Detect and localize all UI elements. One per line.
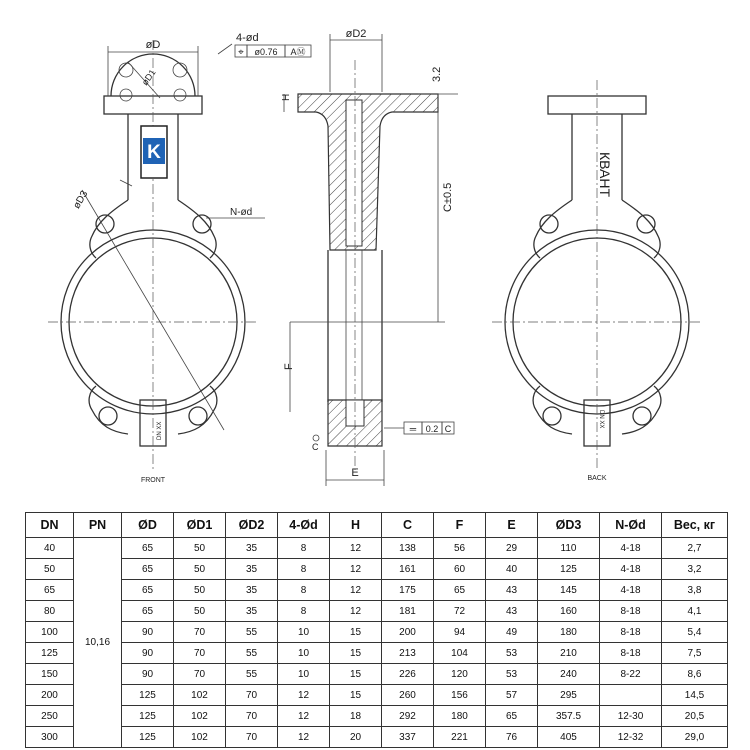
back-stem-marking: DN XX	[598, 410, 604, 429]
table-cell: 55	[226, 664, 278, 685]
table-cell: 40	[26, 538, 74, 559]
table-cell: 125	[122, 706, 174, 727]
table-cell: 145	[538, 580, 600, 601]
table-cell: 70	[226, 685, 278, 706]
label-dim-f: F	[283, 363, 295, 370]
table-cell: 94	[434, 622, 486, 643]
section-upper-body	[298, 94, 438, 250]
front-flange-hole	[174, 89, 186, 101]
table-cell: 65	[434, 580, 486, 601]
table-cell: 125	[122, 727, 174, 748]
table-cell: 65	[486, 706, 538, 727]
table-cell: 8-18	[600, 622, 662, 643]
flatness-reference: C	[444, 424, 452, 434]
table-cell: 12	[278, 706, 330, 727]
tolerance-symbol: ⌖	[238, 47, 244, 58]
table-cell: 70	[174, 664, 226, 685]
front-view	[48, 32, 311, 484]
front-view-label: FRONT	[140, 477, 166, 484]
label-dim-c: C±0.5	[442, 182, 454, 212]
table-cell: 50	[26, 559, 74, 580]
table-row	[26, 685, 728, 706]
table-cell: 4-18	[600, 538, 662, 559]
table-cell: 4-18	[600, 580, 662, 601]
table-cell: 40	[486, 559, 538, 580]
label-dim-3-2: 3.2	[431, 66, 443, 82]
table-cell: 49	[486, 622, 538, 643]
table-cell: 3,8	[662, 580, 728, 601]
table-cell: 65	[122, 580, 174, 601]
table-cell: 138	[382, 538, 434, 559]
table-header-cell: Вес, кг	[662, 513, 728, 538]
flatness-value: 0.2	[425, 424, 439, 434]
table-cell: 90	[122, 643, 174, 664]
table-cell: 57	[486, 685, 538, 706]
table-cell: 15	[330, 643, 382, 664]
table-cell: 405	[538, 727, 600, 748]
label-side-holes: N-ød	[230, 207, 253, 218]
table-cell: 12-32	[600, 727, 662, 748]
table-cell: 4-18	[600, 559, 662, 580]
table-cell: 70	[226, 706, 278, 727]
table-header-cell: E	[486, 513, 538, 538]
table-cell: 8-18	[600, 643, 662, 664]
table-header-cell: ØD2	[226, 513, 278, 538]
table-cell: 43	[486, 580, 538, 601]
table-cell: 50	[174, 601, 226, 622]
table-header-cell: F	[434, 513, 486, 538]
table-cell: 70	[174, 643, 226, 664]
tolerance-reference: AⓂ	[290, 47, 306, 57]
table-cell: 8-18	[600, 601, 662, 622]
table-row	[26, 727, 728, 748]
table-cell: 10	[278, 643, 330, 664]
table-cell: 120	[434, 664, 486, 685]
table-header-cell: ØD1	[174, 513, 226, 538]
table-cell: 221	[434, 727, 486, 748]
table-cell: 8-22	[600, 664, 662, 685]
table-cell: 125	[538, 559, 600, 580]
table-cell: 14,5	[662, 685, 728, 706]
table-cell: 156	[434, 685, 486, 706]
table-cell: 55	[226, 622, 278, 643]
table-cell: 300	[26, 727, 74, 748]
table-cell: 180	[538, 622, 600, 643]
table-cell: 8	[278, 538, 330, 559]
table-cell: 226	[382, 664, 434, 685]
table-cell: 12	[330, 538, 382, 559]
table-header-cell: N-Ød	[600, 513, 662, 538]
table-cell: 102	[174, 685, 226, 706]
table-cell: 2,7	[662, 538, 728, 559]
table-row	[26, 559, 728, 580]
table-cell: 102	[174, 706, 226, 727]
table-cell: 15	[330, 664, 382, 685]
table-cell: 8	[278, 601, 330, 622]
table-cell: 12-30	[600, 706, 662, 727]
table-cell: 210	[538, 643, 600, 664]
table-cell-pn: 10,16	[74, 538, 122, 748]
label-dim-h: H	[281, 93, 292, 101]
table-cell: 35	[226, 538, 278, 559]
table-cell: 18	[330, 706, 382, 727]
table-cell: 65	[26, 580, 74, 601]
table-cell: 50	[174, 580, 226, 601]
table-cell: 20	[330, 727, 382, 748]
table-cell: 15	[330, 685, 382, 706]
datum-c-label: C	[312, 442, 319, 452]
table-cell: 181	[382, 601, 434, 622]
back-view	[492, 80, 702, 482]
table-cell: 76	[486, 727, 538, 748]
table-cell: 35	[226, 601, 278, 622]
spec-table	[25, 512, 728, 748]
table-cell: 295	[538, 685, 600, 706]
table-cell: 55	[226, 643, 278, 664]
table-cell: 80	[26, 601, 74, 622]
table-cell: 70	[174, 622, 226, 643]
table-cell: 65	[122, 559, 174, 580]
table-cell: 160	[538, 601, 600, 622]
table-header-row	[26, 513, 728, 538]
table-cell: 125	[26, 643, 74, 664]
table-row	[26, 706, 728, 727]
table-cell: 100	[26, 622, 74, 643]
table-cell: 12	[330, 559, 382, 580]
table-cell: 357.5	[538, 706, 600, 727]
table-cell: 104	[434, 643, 486, 664]
table-cell: 43	[486, 601, 538, 622]
table-cell: 60	[434, 559, 486, 580]
table-cell: 8,6	[662, 664, 728, 685]
label-dim-e: E	[351, 467, 359, 479]
back-brand-text: КВАНТ	[597, 152, 613, 198]
tolerance-value: ø0.76	[254, 47, 278, 57]
table-cell: 56	[434, 538, 486, 559]
flatness-symbol: ═	[409, 424, 417, 434]
logo-letter: K	[147, 142, 161, 163]
table-cell: 12	[330, 580, 382, 601]
table-cell: 50	[174, 559, 226, 580]
table-cell: 72	[434, 601, 486, 622]
table-cell: 35	[226, 559, 278, 580]
table-cell: 161	[382, 559, 434, 580]
front-stem-marking: DN XX	[157, 421, 163, 440]
table-cell: 4,1	[662, 601, 728, 622]
table-cell: 110	[538, 538, 600, 559]
label-dim-d3: øD3	[71, 189, 91, 211]
table-cell: 50	[174, 538, 226, 559]
table-cell: 250	[26, 706, 74, 727]
table-cell: 240	[538, 664, 600, 685]
table-row	[26, 580, 728, 601]
table-row	[26, 538, 728, 559]
table-cell: 292	[382, 706, 434, 727]
table-cell: 10	[278, 622, 330, 643]
table-cell: 150	[26, 664, 74, 685]
table-header-cell: C	[382, 513, 434, 538]
table-cell: 12	[330, 601, 382, 622]
table-cell: 90	[122, 622, 174, 643]
table-cell: 200	[382, 622, 434, 643]
back-view-label: BACK	[587, 475, 607, 482]
table-cell: 180	[434, 706, 486, 727]
table-cell: 35	[226, 580, 278, 601]
table-cell: 65	[122, 538, 174, 559]
table-cell: 20,5	[662, 706, 728, 727]
table-cell	[600, 685, 662, 706]
table-cell: 53	[486, 643, 538, 664]
table-cell: 125	[122, 685, 174, 706]
table-cell: 3,2	[662, 559, 728, 580]
table-header-cell: PN	[74, 513, 122, 538]
table-cell: 70	[226, 727, 278, 748]
table-cell: 53	[486, 664, 538, 685]
table-row	[26, 601, 728, 622]
table-cell: 102	[174, 727, 226, 748]
label-dim-d: øD	[145, 39, 161, 51]
label-holes: 4-ød	[236, 32, 259, 44]
table-cell: 8	[278, 580, 330, 601]
table-cell: 175	[382, 580, 434, 601]
table-cell: 15	[330, 622, 382, 643]
table-cell: 12	[278, 685, 330, 706]
table-row	[26, 643, 728, 664]
table-row	[26, 664, 728, 685]
table-header-cell: DN	[26, 513, 74, 538]
front-flange-hole	[120, 89, 132, 101]
label-dim-d1: øD1	[139, 67, 158, 88]
front-flange-hole	[173, 63, 187, 77]
table-cell: 337	[382, 727, 434, 748]
table-cell: 90	[122, 664, 174, 685]
table-cell: 200	[26, 685, 74, 706]
table-cell: 213	[382, 643, 434, 664]
section-view	[281, 28, 458, 486]
table-cell: 8	[278, 559, 330, 580]
table-cell: 10	[278, 664, 330, 685]
table-cell: 260	[382, 685, 434, 706]
table-cell: 65	[122, 601, 174, 622]
table-cell: 29	[486, 538, 538, 559]
table-header-cell: 4-Ød	[278, 513, 330, 538]
table-header-cell: H	[330, 513, 382, 538]
table-cell: 12	[278, 727, 330, 748]
table-row	[26, 622, 728, 643]
label-dim-d2: øD2	[345, 28, 367, 40]
table-cell: 7,5	[662, 643, 728, 664]
table-header-cell: ØD3	[538, 513, 600, 538]
table-cell: 5,4	[662, 622, 728, 643]
table-header-cell: ØD	[122, 513, 174, 538]
table-cell: 29,0	[662, 727, 728, 748]
